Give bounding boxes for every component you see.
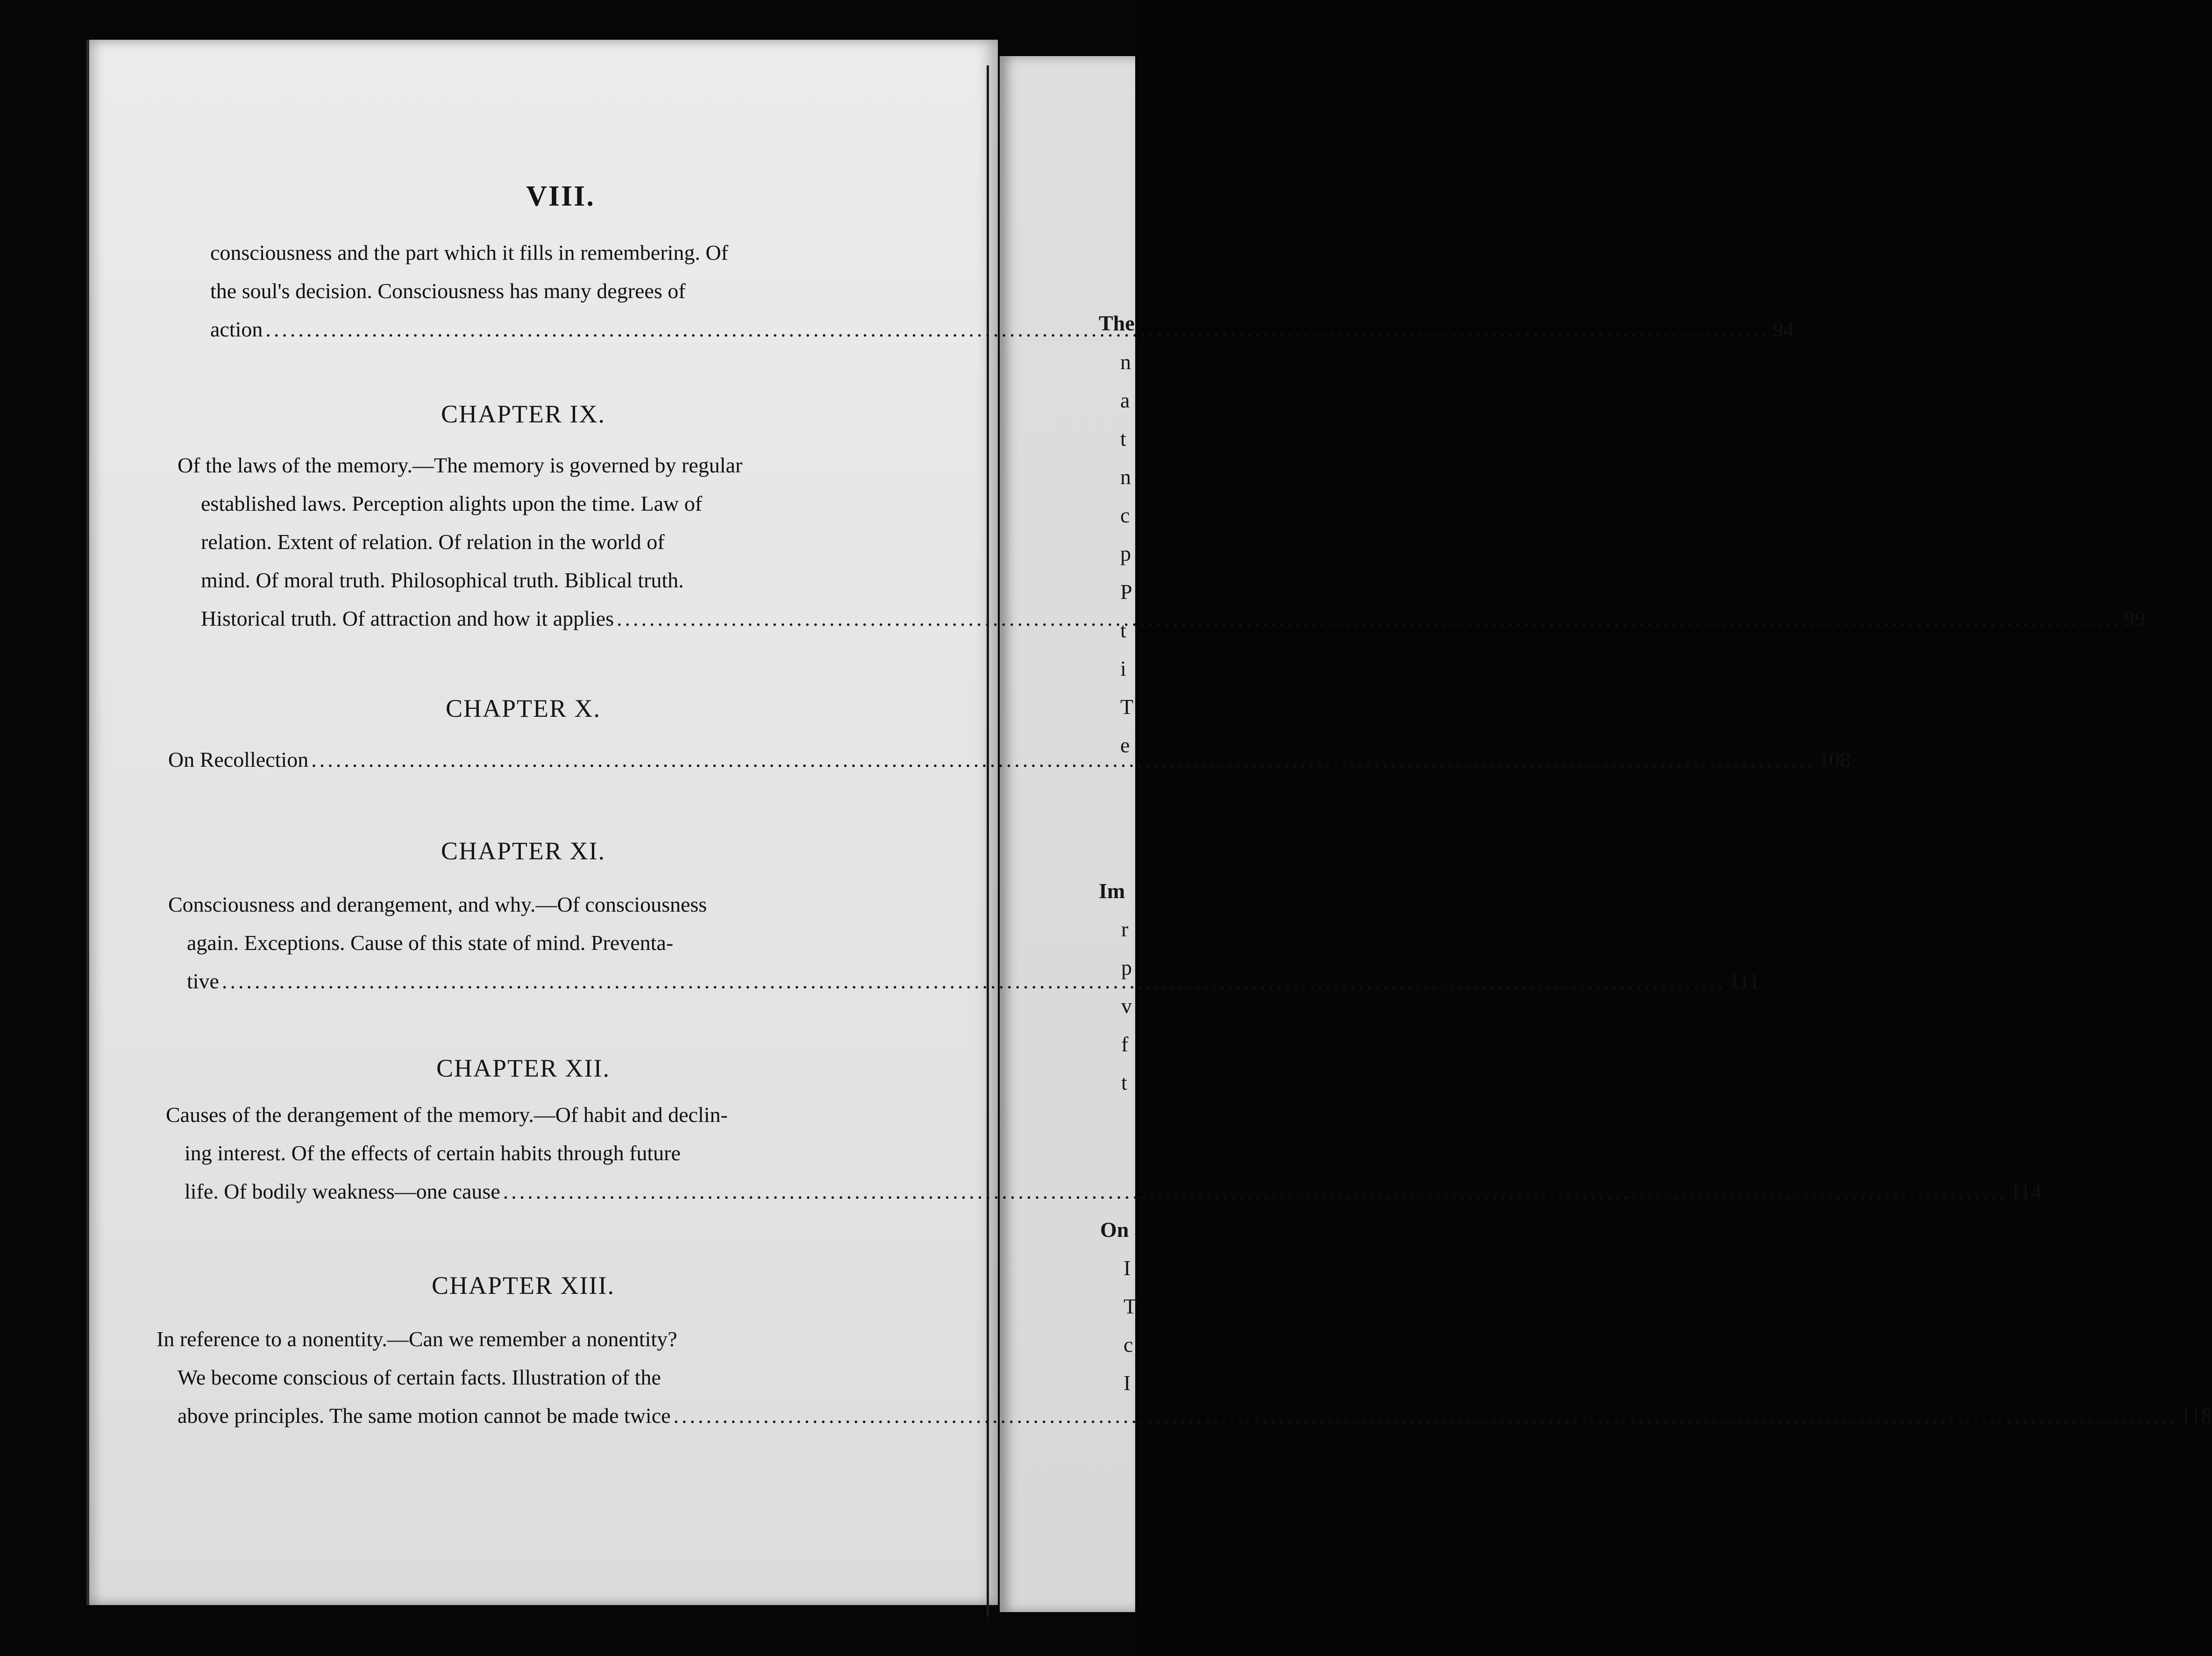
entry-line: Of the laws of the memory.—The memory is governed by regular xyxy=(178,453,743,477)
contents-entry-chapter-ix xyxy=(178,446,2145,638)
chapter-heading: CHAPTER IX. xyxy=(441,400,605,428)
entry-last-text: On Recollection xyxy=(168,748,309,771)
dot-leader xyxy=(265,310,1770,349)
facing-page-fragment: i xyxy=(1120,657,1126,680)
facing-page-fragment: p xyxy=(1120,542,1131,565)
dot-leader xyxy=(311,741,1815,779)
entry-line: again. Exceptions. Cause of this state of mind. Preventa- xyxy=(187,931,674,955)
page-number: 108 xyxy=(1818,748,1851,771)
facing-page-fragment: f xyxy=(1121,1032,1129,1056)
facing-page-fragment: e xyxy=(1120,733,1130,757)
page-number: 114 xyxy=(2010,1179,2042,1203)
entry-last-line xyxy=(156,1397,2212,1435)
entry-line: We become conscious of certain facts. Illustration of the xyxy=(178,1365,661,1389)
entry-last-text: above principles. The same motion cannot be made twice xyxy=(178,1404,671,1428)
chapter-heading: CHAPTER XI. xyxy=(441,837,605,865)
facing-page-fragment: t xyxy=(1120,618,1126,642)
page-number: 94 xyxy=(1772,317,1794,341)
facing-page-fragment: Im xyxy=(1099,879,1125,903)
chapter-heading: CHAPTER X. xyxy=(445,694,601,722)
entry-last-text: tive xyxy=(187,969,219,993)
facing-page-fragment: n xyxy=(1120,350,1131,374)
entry-last-text: action xyxy=(210,317,263,341)
facing-page-fragment: The xyxy=(1099,311,1135,335)
entry-line: the soul's decision. Consciousness has many degrees of xyxy=(210,279,686,303)
entry-line: Causes of the derangement of the memory.—Of habit and declin- xyxy=(166,1103,728,1127)
facing-page-fragment: I xyxy=(1124,1256,1131,1280)
entry-last-text: Historical truth. Of attraction and how it applies xyxy=(201,607,614,630)
facing-page-fragment: c xyxy=(1120,503,1130,527)
entry-line: relation. Extent of relation. Of relation in the world of xyxy=(201,530,665,554)
dot-leader xyxy=(222,962,1726,1000)
entry-line: In reference to a nonentity.—Can we remember a nonentity? xyxy=(156,1327,677,1351)
facing-page-fragment: P xyxy=(1120,580,1132,604)
facing-page xyxy=(1000,56,1135,1612)
facing-page-fragment: r xyxy=(1121,917,1129,941)
chapter-heading: CHAPTER XIII. xyxy=(432,1271,615,1299)
facing-page-fragment: On xyxy=(1100,1218,1129,1242)
facing-page-fragment: n xyxy=(1120,465,1131,489)
entry-last-line xyxy=(178,600,2145,638)
entry-last-text: life. Of bodily weakness—one cause xyxy=(185,1179,500,1203)
page-gutter xyxy=(987,65,989,1617)
entry-last-line xyxy=(168,962,1760,1000)
facing-page-fragment: t xyxy=(1121,1071,1127,1094)
entry-line: established laws. Perception alights upon the time. Law of xyxy=(201,492,703,515)
page-numeral: VIII. xyxy=(526,180,595,212)
contents-entry-chapter-xii xyxy=(166,1096,2042,1211)
contents-entry-chapter-x xyxy=(168,741,1851,779)
chapter-heading: CHAPTER XII. xyxy=(436,1054,610,1082)
facing-page-fragment: p xyxy=(1121,956,1132,979)
facing-page-fragment: t xyxy=(1120,427,1126,450)
facing-page-fragment: T xyxy=(1120,695,1134,719)
facing-page-fragment: v xyxy=(1121,994,1132,1018)
entry-line: Consciousness and derangement, and why.—Of consciousness xyxy=(168,892,707,916)
page-number: 99 xyxy=(2124,607,2145,630)
facing-page-fragment: c xyxy=(1124,1333,1133,1356)
entry-line: consciousness and the part which it fills in remembering. Of xyxy=(210,241,728,264)
dot-leader xyxy=(617,600,2121,638)
dot-leader xyxy=(674,1397,2178,1435)
contents-entry-chapter-xiii xyxy=(156,1320,2212,1435)
entry-last-line xyxy=(166,1172,2042,1211)
entry-last-line xyxy=(168,741,1851,779)
entry-line: ing interest. Of the effects of certain habits through future xyxy=(185,1141,681,1165)
facing-page-fragment: a xyxy=(1120,388,1130,412)
contents-entry-continuation xyxy=(210,234,1794,349)
page-number: 111 xyxy=(1728,969,1760,993)
entry-line: mind. Of moral truth. Philosophical truth. Biblical truth. xyxy=(201,568,684,592)
dot-leader xyxy=(503,1172,2007,1211)
facing-page-fragment: T xyxy=(1124,1294,1137,1318)
facing-page-fragment: I xyxy=(1124,1371,1131,1395)
page-number: 118 xyxy=(2180,1404,2212,1428)
